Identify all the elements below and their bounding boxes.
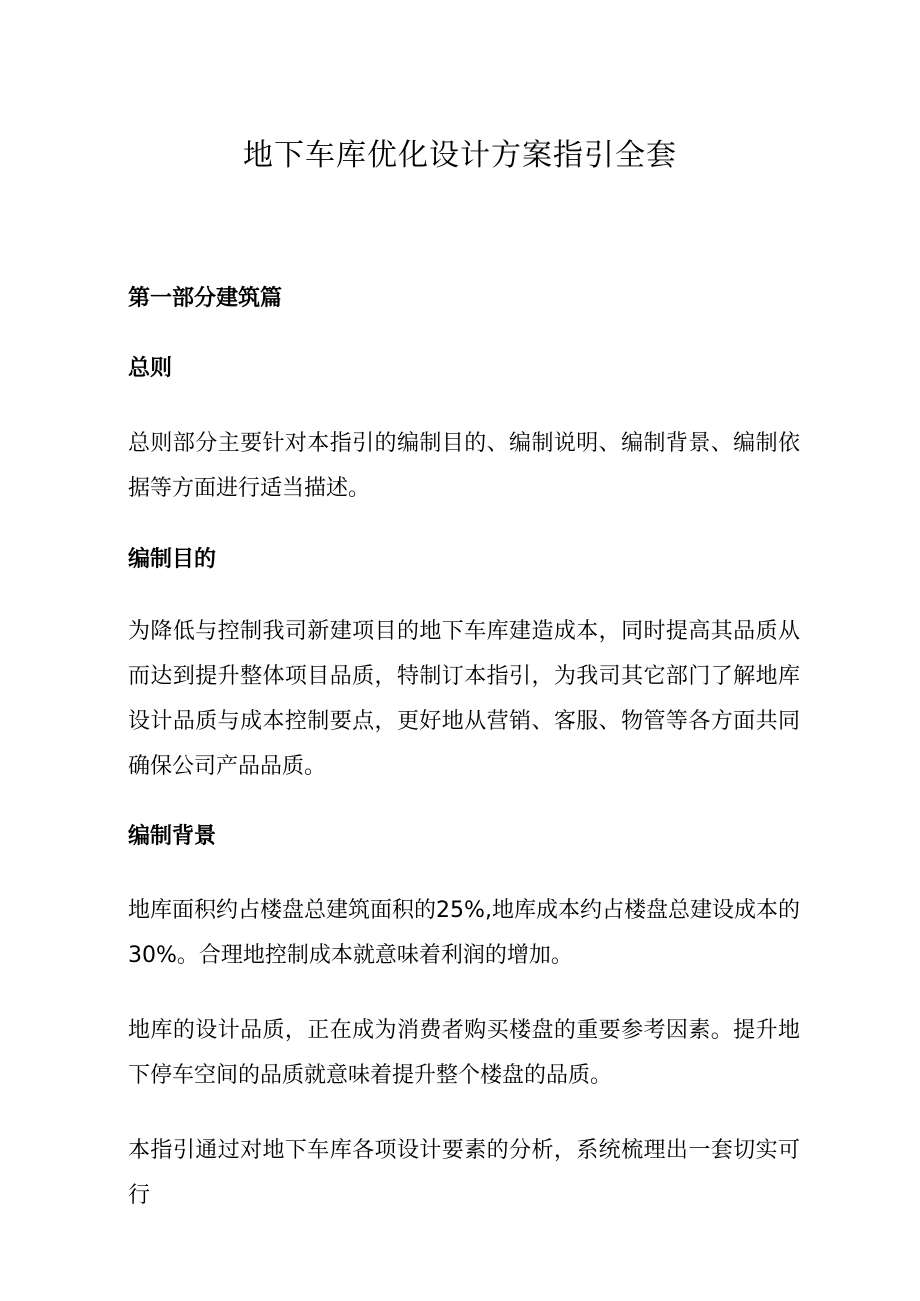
section-heading-background: 编制背景 — [128, 824, 217, 849]
document-body — [128, 283, 800, 1218]
document-title: 地下车库优化设计方案指引全套 — [243, 138, 677, 173]
section-heading-general: 总则 — [128, 356, 173, 381]
background-paragraph-3: 本指引通过对地下车库各项设计要素的分析，系统梳理出一套切实可行 — [128, 1138, 800, 1208]
background-paragraph-1: 地库面积约占楼盘总建筑面积的25%,地库成本约占楼盘总建设成本的30%。合理地控制成本就意味着利润的增加。 — [128, 898, 800, 968]
background-paragraph-2: 地库的设计品质，正在成为消费者购买楼盘的重要参考因素。提升地下停车空间的品质就意味着提升整个楼盘的品质。 — [128, 1018, 800, 1088]
part-heading: 第一部分建筑篇 — [128, 286, 283, 311]
purpose-paragraph: 为降低与控制我司新建项目的地下车库建造成本，同时提高其品质从而达到提升整体项目品质，特制订本指引，为我司其它部门了解地库设计品质与成本控制要点，更好地从营销、客服、物管等各方面共同确保公司产品品质。 — [128, 619, 800, 779]
section-heading-purpose: 编制目的 — [128, 547, 217, 572]
general-paragraph: 总则部分主要针对本指引的编制目的、编制说明、编制背景、编制依据等方面进行适当描述。 — [128, 431, 800, 501]
